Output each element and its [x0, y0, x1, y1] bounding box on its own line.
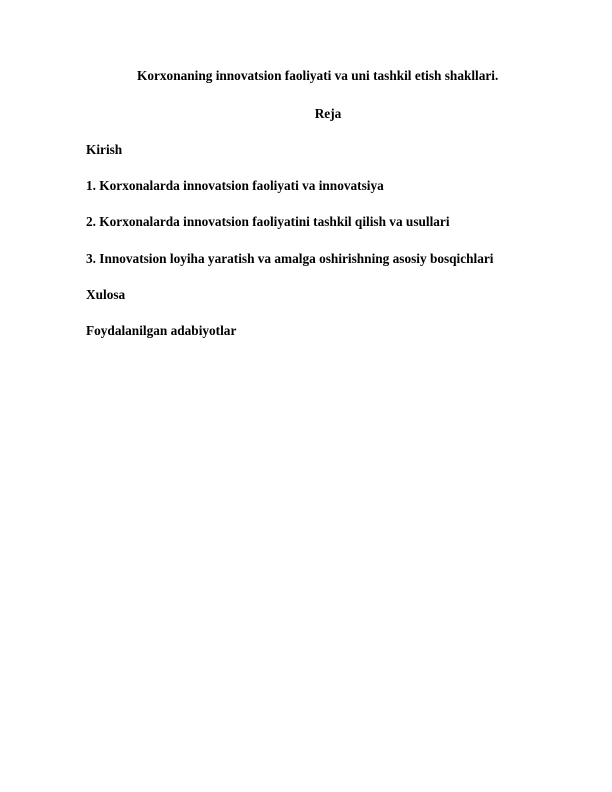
- toc-item-chapter-3: 3. Innovatsion loyiha yaratish va amalga oshirishning asosiy bosqichlari: [86, 251, 494, 266]
- plan-heading: Reja: [314, 106, 342, 121]
- document-title: Korxonaning innovatsion faoliyati va uni tashkil etish shakllari.: [137, 68, 499, 83]
- toc-item-introduction: Kirish: [86, 142, 123, 157]
- toc-item-conclusion: Xulosa: [86, 287, 126, 302]
- toc-item-chapter-1: 1. Korxonalarda innovatsion faoliyati va innovatsiya: [86, 178, 384, 193]
- toc-item-chapter-2: 2. Korxonalarda innovatsion faoliyatini tashkil qilish va usullari: [86, 214, 450, 229]
- toc-item-references: Foydalanilgan adabiyotlar: [86, 323, 237, 338]
